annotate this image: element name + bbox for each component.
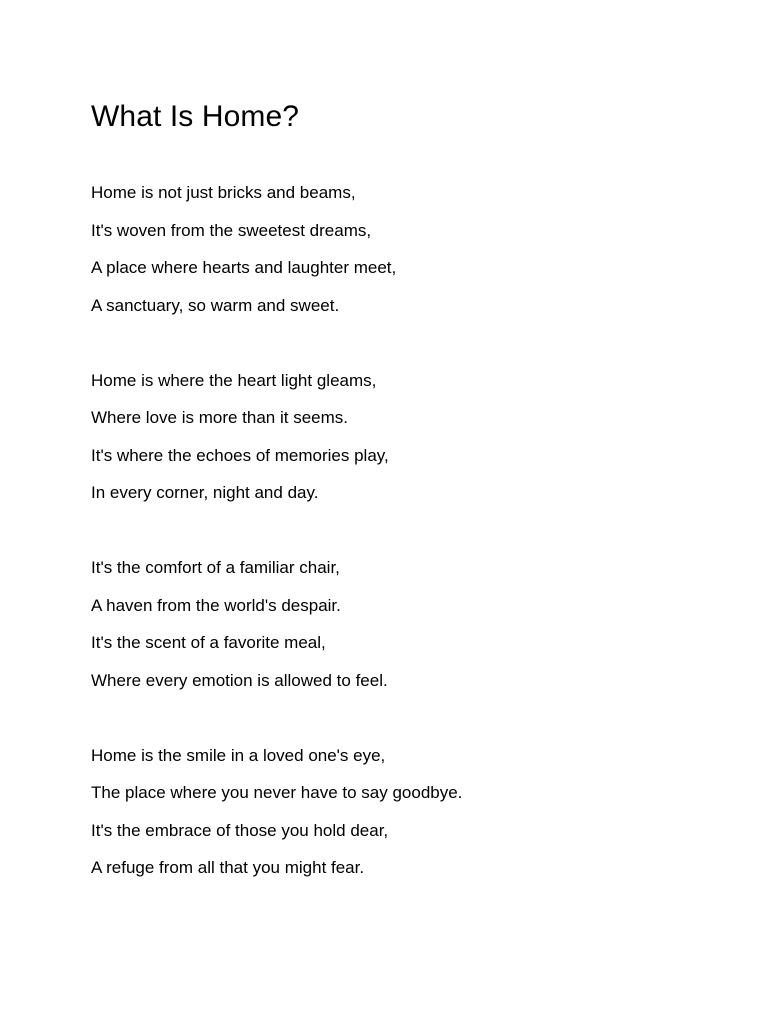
poem-line: A refuge from all that you might fear. (91, 858, 365, 877)
poem-line: In every corner, night and day. (91, 483, 319, 502)
stanza-3 (91, 549, 731, 699)
poem-line: Where every emotion is allowed to feel. (91, 670, 388, 690)
poem-line: Home is where the heart light gleams, (91, 370, 377, 390)
poem-line: It's the scent of a favorite meal, (91, 633, 326, 652)
poem-line: A haven from the world's despair. (91, 595, 341, 615)
stanza-2 (91, 362, 731, 512)
poem-line: Where love is more than it seems. (91, 408, 348, 427)
poem-line: A sanctuary, so warm and sweet. (91, 295, 340, 315)
poem-line: It's woven from the sweetest dreams, (91, 220, 372, 240)
poem-line: Home is not just bricks and beams, (91, 183, 356, 202)
poem-line: Home is the smile in a loved one's eye, (91, 745, 386, 765)
poem-title: What Is Home? (91, 100, 300, 133)
poem-line: It's where the echoes of memories play, (91, 445, 389, 465)
poem-body (91, 174, 731, 924)
stanza-4 (91, 737, 731, 887)
poem-line: It's the embrace of those you hold dear, (91, 820, 389, 840)
poem-line: The place where you never have to say goodbye. (91, 783, 463, 802)
poem-line: A place where hearts and laughter meet, (91, 258, 397, 277)
stanza-1 (91, 174, 731, 324)
poem-line: It's the comfort of a familiar chair, (91, 558, 340, 577)
